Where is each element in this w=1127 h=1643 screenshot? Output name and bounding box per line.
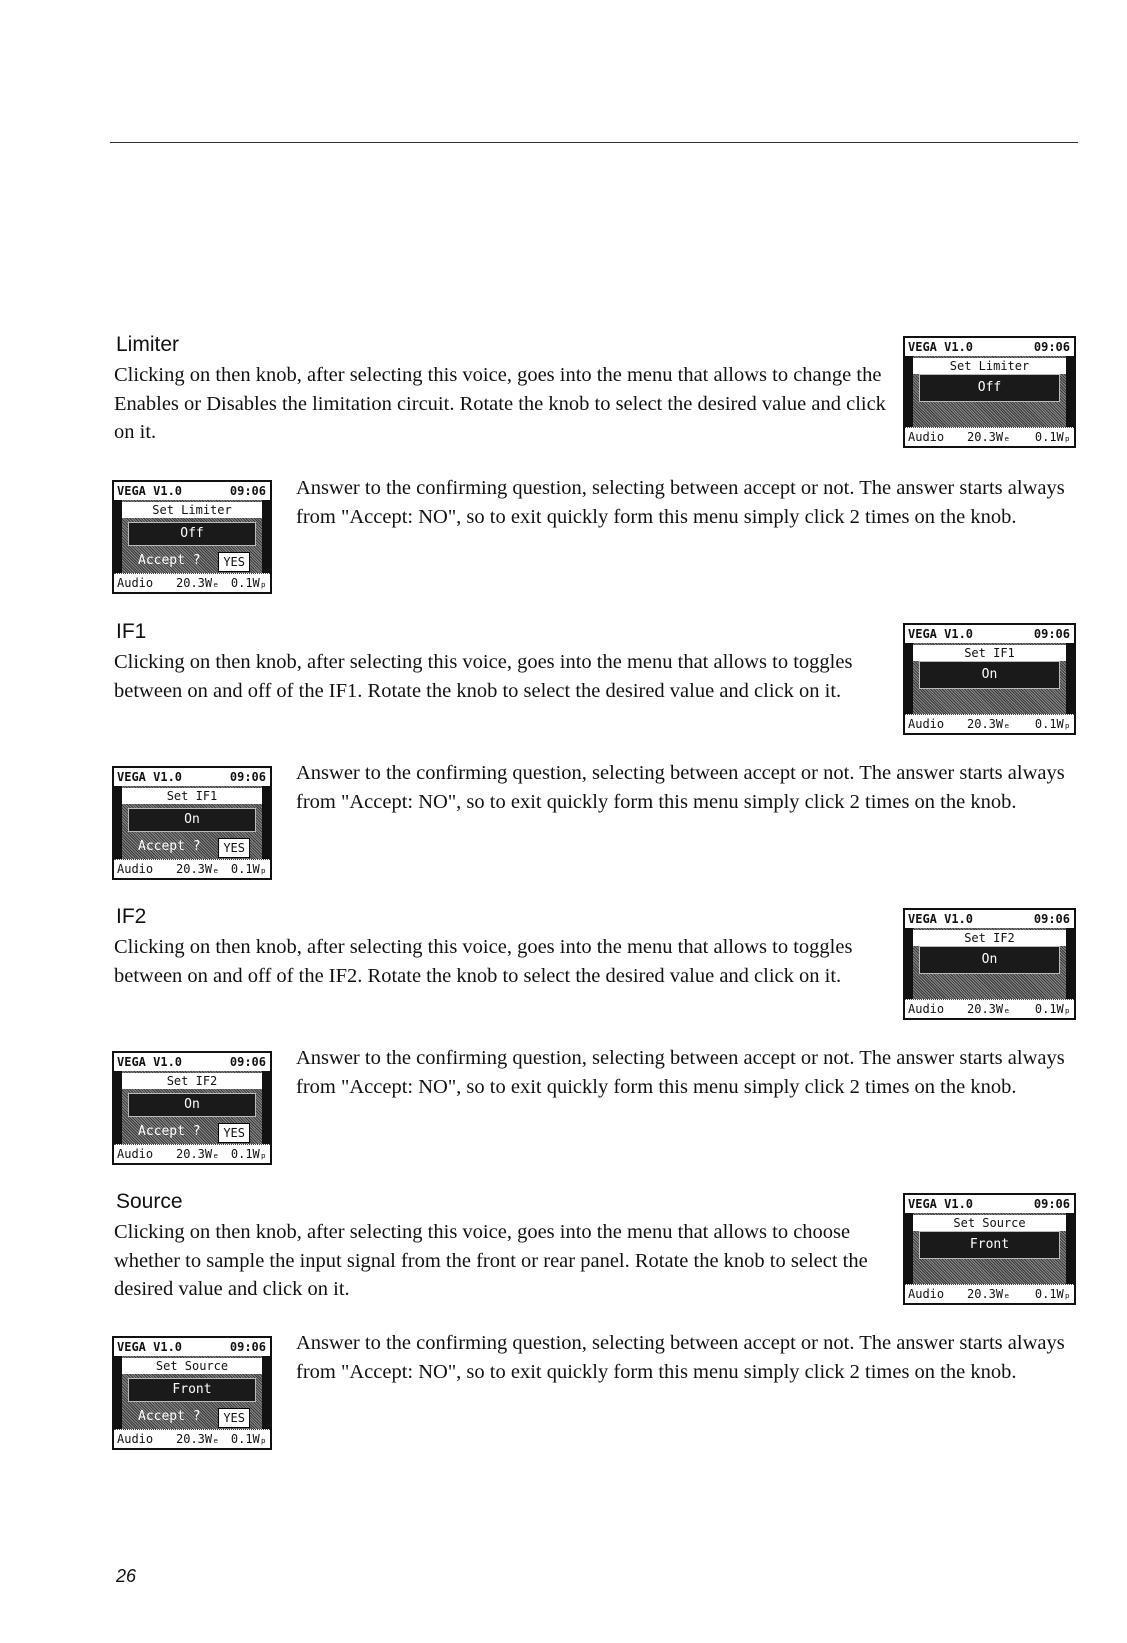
section-heading-if2: IF2 [116, 905, 147, 928]
lcd-watts: 0.1Wₚ [1034, 717, 1071, 731]
lcd-value: Off [919, 374, 1060, 402]
lcd-screen-source [903, 1193, 1076, 1305]
lcd-time: 09:06 [1033, 912, 1070, 926]
lcd-yes-option: YES [218, 552, 250, 572]
lcd-title: VEGA V1.0 [117, 1340, 183, 1354]
lcd-title: VEGA V1.0 [908, 340, 974, 354]
confirm-text-if1: Answer to the confirming question, selecting between accept or not. The answer starts always from "Accept: NO", so to exit quickly form this menu simply click 2 times on the knob. [296, 762, 1065, 813]
lcd-screen-if1 [903, 623, 1076, 735]
section-heading-if1: IF1 [116, 620, 147, 643]
lcd-time: 09:06 [229, 1340, 266, 1354]
lcd-value: Front [128, 1378, 256, 1402]
lcd-menu-title: Set IF1 [913, 645, 1066, 661]
page-number: 26 [116, 1566, 137, 1586]
lcd-audio: Audio [908, 430, 945, 444]
lcd-time: 09:06 [229, 1055, 266, 1069]
lcd-menu-title: Set IF1 [122, 788, 262, 804]
section-text-limiter: Clicking on then knob, after selecting this voice, goes into the menu that allows to change the Enables or Disables the limitation circuit. Rotate the knob to select the desired value and click on it. [114, 364, 886, 443]
lcd-menu-title: Set Source [122, 1358, 262, 1374]
lcd-confirm-screen-limiter [112, 480, 272, 594]
lcd-yes-option: YES [218, 1408, 250, 1428]
lcd-watts: 0.1Wₚ [230, 1432, 267, 1446]
lcd-accept-label: Accept ? [138, 1124, 201, 1139]
lcd-power: 20.3Wₑ [176, 862, 220, 876]
confirm-text-if2: Answer to the confirming question, selecting between accept or not. The answer starts always from "Accept: NO", so to exit quickly form this menu simply click 2 times on the knob. [296, 1047, 1065, 1098]
lcd-audio: Audio [908, 1002, 945, 1016]
lcd-audio: Audio [117, 862, 154, 876]
lcd-accept-row [128, 836, 256, 858]
lcd-time: 09:06 [229, 484, 266, 498]
lcd-accept-row [128, 550, 256, 572]
lcd-watts: 0.1Wₚ [230, 1147, 267, 1161]
section-text-if1: Clicking on then knob, after selecting this voice, goes into the menu that allows to toggles between on and off of the IF1. Rotate the knob to select the desired value and click on it. [114, 651, 853, 702]
lcd-time: 09:06 [1033, 340, 1070, 354]
lcd-yes-option: YES [218, 838, 250, 858]
lcd-value: On [128, 1093, 256, 1117]
lcd-title: VEGA V1.0 [117, 770, 183, 784]
lcd-audio: Audio [908, 1287, 945, 1301]
lcd-title: VEGA V1.0 [908, 627, 974, 641]
lcd-value: On [919, 661, 1060, 689]
lcd-watts: 0.1Wₚ [230, 862, 267, 876]
lcd-watts: 0.1Wₚ [230, 576, 267, 590]
lcd-screen-limiter [903, 336, 1076, 448]
lcd-screen-if2 [903, 908, 1076, 1020]
lcd-power: 20.3Wₑ [967, 717, 1011, 731]
lcd-power: 20.3Wₑ [967, 1002, 1011, 1016]
lcd-value: On [919, 946, 1060, 974]
lcd-watts: 0.1Wₚ [1034, 430, 1071, 444]
section-text-if2: Clicking on then knob, after selecting this voice, goes into the menu that allows to toggles between on and off of the IF2. Rotate the knob to select the desired value and click on it. [114, 936, 853, 987]
lcd-title: VEGA V1.0 [908, 1197, 974, 1211]
lcd-yes-option: YES [218, 1123, 250, 1143]
confirm-text-limiter: Answer to the confirming question, selecting between accept or not. The answer starts always from "Accept: NO", so to exit quickly form this menu simply click 2 times on the knob. [296, 477, 1065, 528]
lcd-power: 20.3Wₑ [176, 1147, 220, 1161]
lcd-confirm-screen-if1 [112, 766, 272, 880]
section-heading-limiter: Limiter [116, 333, 180, 356]
lcd-power: 20.3Wₑ [967, 1287, 1011, 1301]
lcd-audio: Audio [117, 576, 154, 590]
lcd-time: 09:06 [229, 770, 266, 784]
lcd-value: Front [919, 1231, 1060, 1259]
lcd-value: On [128, 808, 256, 832]
lcd-watts: 0.1Wₚ [1034, 1002, 1071, 1016]
lcd-confirm-screen-source [112, 1336, 272, 1450]
lcd-power: 20.3Wₑ [967, 430, 1011, 444]
lcd-menu-title: Set Source [913, 1215, 1066, 1231]
lcd-menu-title: Set Limiter [913, 358, 1066, 374]
lcd-watts: 0.1Wₚ [1034, 1287, 1071, 1301]
lcd-menu-title: Set IF2 [913, 930, 1066, 946]
lcd-accept-row [128, 1121, 256, 1143]
lcd-menu-title: Set Limiter [122, 502, 262, 518]
lcd-audio: Audio [908, 717, 945, 731]
lcd-time: 09:06 [1033, 627, 1070, 641]
header-rule [110, 142, 1078, 143]
lcd-menu-title: Set IF2 [122, 1073, 262, 1089]
section-heading-source: Source [116, 1190, 183, 1213]
lcd-accept-label: Accept ? [138, 553, 201, 568]
lcd-title: VEGA V1.0 [908, 912, 974, 926]
lcd-title: VEGA V1.0 [117, 1055, 183, 1069]
confirm-text-source: Answer to the confirming question, selecting between accept or not. The answer starts always from "Accept: NO", so to exit quickly form this menu simply click 2 times on the knob. [296, 1332, 1065, 1383]
lcd-audio: Audio [117, 1147, 154, 1161]
lcd-power: 20.3Wₑ [176, 1432, 220, 1446]
section-text-source: Clicking on then knob, after selecting this voice, goes into the menu that allows to choose whether to sample the input signal from the front or rear panel. Rotate the knob to select the desired value and click on it. [114, 1221, 868, 1300]
lcd-audio: Audio [117, 1432, 154, 1446]
lcd-title: VEGA V1.0 [117, 484, 183, 498]
lcd-time: 09:06 [1033, 1197, 1070, 1211]
lcd-accept-row [128, 1406, 256, 1428]
lcd-accept-label: Accept ? [138, 1409, 201, 1424]
lcd-value: Off [128, 522, 256, 546]
lcd-accept-label: Accept ? [138, 839, 201, 854]
lcd-power: 20.3Wₑ [176, 576, 220, 590]
lcd-confirm-screen-if2 [112, 1051, 272, 1165]
